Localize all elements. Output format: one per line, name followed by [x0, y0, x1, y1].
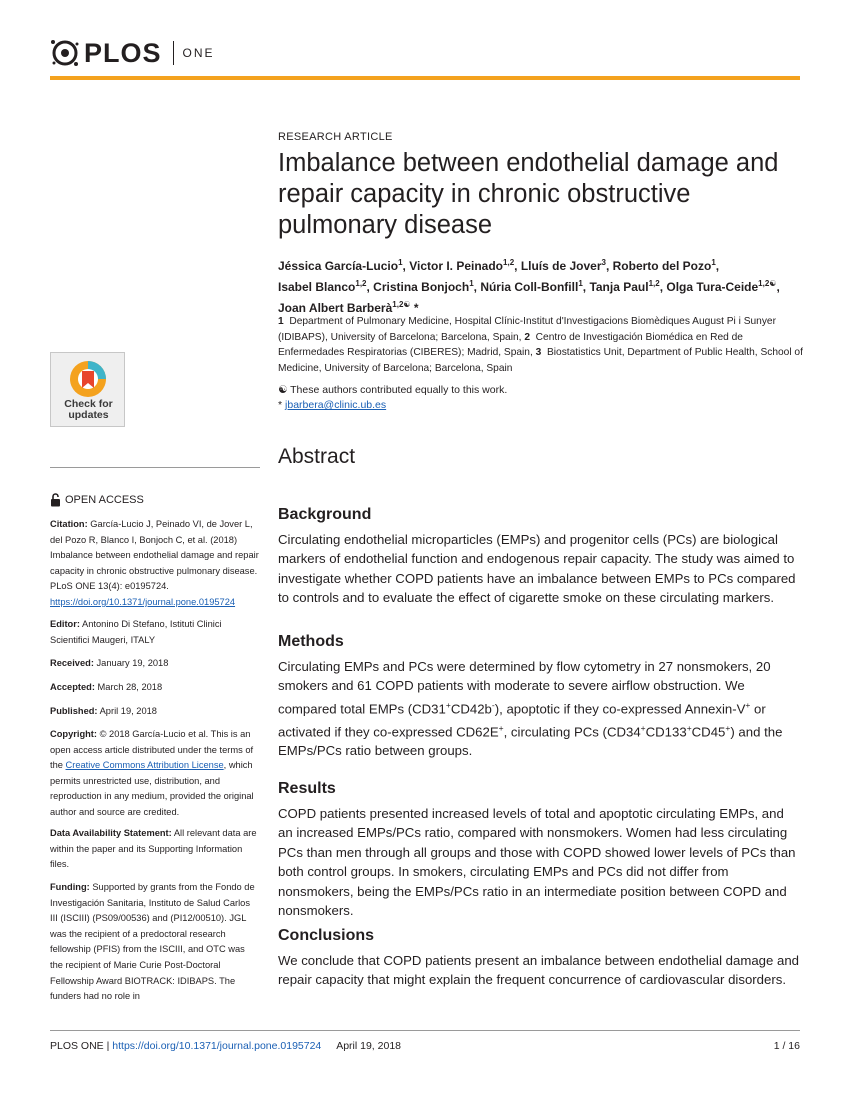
open-access-label: OPEN ACCESS	[65, 494, 144, 506]
received-date: January 19, 2018	[96, 658, 169, 668]
plos-wordmark: PLOS	[84, 37, 162, 68]
plos-logo-icon	[50, 38, 80, 68]
results-heading: Results	[278, 780, 336, 797]
article-type: RESEARCH ARTICLE	[278, 131, 393, 143]
editor-block	[50, 617, 260, 648]
crossmark-line: updates	[68, 409, 109, 421]
copyright-label: Copyright:	[50, 729, 97, 739]
author-name: Núria Coll-Bonfill	[480, 280, 579, 294]
footer-doi-link[interactable]: https://doi.org/10.1371/journal.pone.0195724	[112, 1040, 322, 1052]
author-list	[278, 254, 803, 317]
author-separator: ,	[605, 259, 613, 273]
copyright-text: , which permits unrestricted use, distribution, and reproduction in any medium, provided the original author and source are credited.	[50, 760, 254, 817]
journal-name: ONE	[182, 46, 215, 60]
affiliation-number: 1	[278, 316, 284, 327]
footer-journal: PLOS ONE	[50, 1040, 104, 1052]
footer-separator: |	[106, 1040, 110, 1052]
citation-label: Citation:	[50, 519, 88, 529]
author-affiliation-sup: 3	[601, 258, 606, 267]
conclusions-text: We conclude that COPD patients present an imbalance between endothelial damage and repair capacity that might explain the frequent concurrence of cardiovascular disorders.	[278, 953, 799, 988]
author-separator: ,	[473, 280, 481, 294]
background-heading: Background	[278, 506, 372, 523]
affiliation-number: 2	[524, 331, 530, 343]
author-name: Lluís de Jover	[520, 259, 602, 273]
background-text: Circulating endothelial microparticles (EMPs) and progenitor cells (PCs) are biological markers of endothelial function and endogenous repair capacity. The study was aimed to investigate whether COPD patients have an imbalance between EMPs to PCs compared to controls and to evaluate the effect of cigarette smoke on these circulating markers.	[278, 532, 796, 606]
conclusions-heading: Conclusions	[278, 927, 375, 944]
abstract-heading: Abstract	[278, 445, 356, 468]
check-for-updates-badge[interactable]	[50, 352, 125, 427]
author-name: Victor I. Peinado	[409, 259, 504, 273]
plos-logo[interactable]	[50, 36, 215, 70]
methods-text-part: CD45	[691, 724, 726, 739]
copyright-text: © 2018 García-Lucio et al. This is an open access article distributed under the terms of the	[50, 729, 254, 771]
methods-text-part: , circulating PCs (CD34	[503, 724, 641, 739]
footer-rule	[50, 1030, 800, 1031]
author-separator: ,	[776, 280, 780, 294]
editor-text: Antonino Di Stefano, Istituti Clinici Scientifici Maugeri, ITALY	[50, 619, 222, 645]
received-block	[50, 656, 260, 672]
editor-label: Editor:	[50, 619, 80, 629]
open-access-badge	[50, 493, 144, 507]
methods-text-part: ), apoptotic if they co-expressed Annexin-V	[494, 701, 746, 717]
methods-sup: +	[745, 699, 751, 710]
author-affiliation-sup: 1	[578, 279, 583, 288]
author-affiliation-sup: 1	[469, 279, 474, 288]
affiliation-number: 3	[535, 347, 542, 358]
funding-label: Funding:	[50, 882, 90, 892]
affiliation-text: Biostatistics Unit, Department of Public Health, School of Medicine, University of Barcelona; Barcelona, Spain	[278, 347, 803, 374]
author-affiliation-sup: 1,2	[503, 258, 515, 267]
author-name: Tanja Paul	[589, 280, 649, 294]
logo-divider	[173, 41, 174, 65]
funding-block	[50, 880, 260, 1005]
equal-contribution-note: ☯ These authors contributed equally to this work.	[278, 384, 508, 396]
methods-heading: Methods	[278, 633, 344, 650]
author-separator: ,	[715, 259, 720, 273]
methods-text-part: CD42b	[450, 701, 492, 717]
author-affiliation-sup: 1,2	[355, 279, 367, 288]
affiliations	[278, 314, 803, 376]
data-availability-label: Data Availability Statement:	[50, 828, 172, 838]
article-title: Imbalance between endothelial damage and repair capacity in chronic obstructive pulmonary disease	[278, 149, 779, 239]
published-date: April 19, 2018	[99, 706, 157, 716]
author-affiliation-sup: 1,2☯	[758, 279, 777, 288]
methods-sup: -	[491, 699, 495, 710]
author-name: Jéssica García-Lucio	[278, 259, 399, 273]
author-name: Cristina Bonjoch	[373, 280, 470, 294]
page-number: 1 / 16	[773, 1040, 800, 1052]
license-link[interactable]: Creative Commons Attribution License	[65, 760, 224, 771]
copyright-block	[50, 727, 260, 821]
crossmark-line: Check for	[64, 398, 113, 410]
data-availability-block	[50, 826, 260, 873]
author-affiliation-sup: 1,2☯	[392, 300, 411, 309]
received-label: Received:	[50, 658, 94, 668]
author-separator: ,	[659, 280, 667, 294]
corresponding-author	[278, 398, 803, 413]
author-affiliation-sup: 1,2	[648, 279, 660, 288]
author-affiliation-sup: 1	[711, 258, 716, 267]
crossmark-icon	[68, 359, 108, 399]
author-separator: ,	[366, 280, 374, 294]
author-separator: *	[410, 301, 419, 315]
methods-sup: +	[725, 722, 731, 733]
header-rule	[50, 76, 800, 80]
author-name: Isabel Blanco	[278, 280, 356, 294]
methods-text-part: ) and the EMPs/PCs ratio between groups.	[278, 724, 783, 759]
methods-sup: +	[686, 722, 692, 733]
author-separator: ,	[514, 259, 521, 273]
open-lock-icon	[50, 493, 61, 507]
sidebar-rule	[50, 467, 260, 468]
methods-text	[278, 657, 801, 761]
check-for-updates-label	[51, 399, 126, 421]
data-availability-text: All relevant data are within the paper and its Supporting Information files.	[50, 828, 257, 870]
results-text: COPD patients presented increased levels of total and apoptotic circulating EMPs, and an increased EMPs/PCs ratio, compared with nonsmokers. Women had less circulating PCs than men through all groups and those with COPD showed lower levels of PCs than both control groups. In smokers, circulating EMPs and PCs did not differ from nonsmokers, being the EMPs/PCs ratio in an intermediate position between COPD and nonsmokers.	[278, 806, 796, 919]
affiliation-text: Centro de Investigación Biomédica en Red de Enfermedades Respiratorias (CIBERES); Madrid, Spain,	[278, 331, 743, 358]
methods-sup: +	[498, 722, 504, 733]
author-name: Joan Albert Barberà	[278, 301, 393, 315]
author-notes	[278, 383, 803, 413]
citation-text: García-Lucio J, Peinado VI, de Jover L, del Pozo R, Blanco I, Bonjoch C, et al. (2018) Imbalance between endothelial damage and repair capacity in chronic obstructive pulmonary disease. PLoS ONE 13(4): e0195724.	[50, 519, 259, 592]
published-label: Published:	[50, 706, 98, 716]
methods-sup: +	[640, 722, 646, 733]
author-affiliation-sup: 1	[398, 258, 403, 267]
accepted-date: March 28, 2018	[97, 682, 163, 692]
methods-text-part: CD133	[645, 724, 687, 739]
funding-text: Supported by grants from the Fondo de Investigación Sanitaria, Instituto de Salud Carlos III (ISCIII) (PS09/00536) and (PI12/00510). JGL was the recipient of a predoctoral research fellowship (PFIS) from the ISCIII, and OTC was the recipient of Marie Curie Post-Doctoral Fellowship Award BIOTRACK: IDIBAPS. The funders had no role in	[50, 882, 255, 1002]
author-separator: ,	[582, 280, 590, 294]
methods-text-part: or activated if they co-expressed CD62E	[278, 701, 766, 739]
citation-block	[50, 517, 260, 611]
author-name: Roberto del Pozo	[612, 259, 712, 273]
footer-date: April 19, 2018	[336, 1040, 401, 1052]
author-separator: ,	[402, 259, 410, 273]
methods-text-part: Circulating EMPs and PCs were determined by flow cytometry in 27 nonsmokers, 20 smokers and 61 COPD patients with moderate to severe airflow obstruction. We compared total EMPs (CD31	[278, 659, 771, 717]
accepted-label: Accepted:	[50, 682, 95, 692]
corresponding-email-link[interactable]: jbarbera@clinic.ub.es	[285, 399, 387, 411]
footer-citation	[50, 1040, 401, 1052]
affiliation-text: Department of Pulmonary Medicine, Hospital Clínic-Institut d'Investigacions Biomèdiques August Pi i Sunyer (IDIBAPS), University of Barcelona; Barcelona, Spain,	[278, 316, 776, 343]
author-name: Olga Tura-Ceide	[666, 280, 759, 294]
methods-sup: +	[445, 699, 451, 710]
citation-doi-link[interactable]: https://doi.org/10.1371/journal.pone.0195724	[50, 596, 236, 607]
corresponding-marker: *	[278, 399, 283, 411]
published-block	[50, 704, 260, 720]
accepted-block	[50, 680, 260, 696]
